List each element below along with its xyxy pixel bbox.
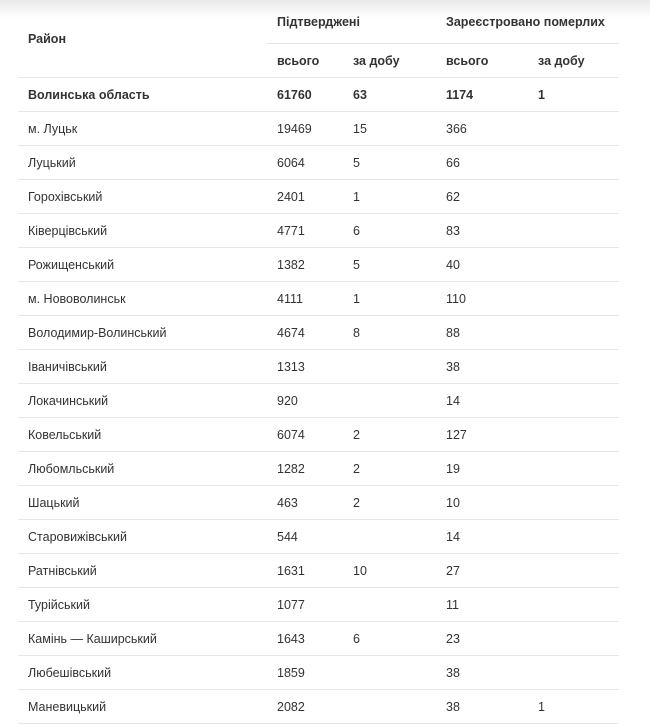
deaths-total-cell: 110 (436, 282, 528, 316)
deaths-day-cell (528, 214, 619, 248)
deaths-day-cell (528, 316, 619, 350)
confirmed-day-cell (343, 588, 436, 622)
deaths-day-cell: 1 (528, 690, 619, 724)
district-cell: Камінь — Каширський (18, 622, 267, 656)
table-row (18, 418, 619, 452)
deaths-total-cell: 66 (436, 146, 528, 180)
confirmed-day-cell (343, 384, 436, 418)
confirmed-day-cell: 8 (343, 316, 436, 350)
header-confirmed-total: всього (267, 44, 343, 78)
confirmed-day-cell: 63 (343, 78, 436, 112)
header-deaths: Зареєстровано померлих (436, 0, 619, 44)
table-row (18, 690, 619, 724)
confirmed-total-cell: 1282 (267, 452, 343, 486)
deaths-total-cell: 27 (436, 554, 528, 588)
deaths-day-cell (528, 554, 619, 588)
table-row (18, 486, 619, 520)
deaths-day-cell (528, 384, 619, 418)
header-confirmed-day: за добу (343, 44, 436, 78)
deaths-day-cell (528, 248, 619, 282)
confirmed-total-cell: 920 (267, 384, 343, 418)
table-row (18, 316, 619, 350)
confirmed-day-cell: 5 (343, 248, 436, 282)
district-cell: Шацький (18, 486, 267, 520)
deaths-day-cell (528, 180, 619, 214)
header-deaths-day: за добу (528, 44, 619, 78)
deaths-day-cell (528, 588, 619, 622)
confirmed-total-cell: 2401 (267, 180, 343, 214)
table-row (18, 554, 619, 588)
table-row (18, 112, 619, 146)
header-district: Район (18, 0, 267, 78)
table-row (18, 350, 619, 384)
district-cell: Волинська область (18, 78, 267, 112)
confirmed-day-cell: 2 (343, 486, 436, 520)
table-row (18, 520, 619, 554)
district-cell: Ківерцівський (18, 214, 267, 248)
table-row (18, 282, 619, 316)
deaths-total-cell: 38 (436, 656, 528, 690)
table-row (18, 588, 619, 622)
district-cell: м. Луцьк (18, 112, 267, 146)
deaths-total-cell: 11 (436, 588, 528, 622)
table-body (18, 78, 619, 724)
table-row (18, 248, 619, 282)
district-cell: Ратнівський (18, 554, 267, 588)
confirmed-total-cell: 1643 (267, 622, 343, 656)
confirmed-day-cell: 1 (343, 282, 436, 316)
confirmed-total-cell: 19469 (267, 112, 343, 146)
deaths-total-cell: 127 (436, 418, 528, 452)
deaths-total-cell: 38 (436, 350, 528, 384)
deaths-day-cell (528, 146, 619, 180)
confirmed-total-cell: 1859 (267, 656, 343, 690)
table-row (18, 656, 619, 690)
header-deaths-total: всього (436, 44, 528, 78)
deaths-day-cell (528, 520, 619, 554)
confirmed-total-cell: 6064 (267, 146, 343, 180)
deaths-total-cell: 1174 (436, 78, 528, 112)
covid-table-container (18, 0, 619, 724)
deaths-total-cell: 23 (436, 622, 528, 656)
confirmed-day-cell: 2 (343, 418, 436, 452)
confirmed-day-cell: 5 (343, 146, 436, 180)
deaths-total-cell: 19 (436, 452, 528, 486)
deaths-total-cell: 14 (436, 384, 528, 418)
confirmed-day-cell (343, 690, 436, 724)
district-cell: Маневицький (18, 690, 267, 724)
confirmed-day-cell (343, 656, 436, 690)
table-row (18, 214, 619, 248)
confirmed-day-cell (343, 350, 436, 384)
deaths-day-cell (528, 418, 619, 452)
confirmed-total-cell: 61760 (267, 78, 343, 112)
deaths-day-cell (528, 350, 619, 384)
district-cell: Турійський (18, 588, 267, 622)
district-cell: Локачинський (18, 384, 267, 418)
confirmed-day-cell: 6 (343, 214, 436, 248)
confirmed-day-cell: 2 (343, 452, 436, 486)
deaths-total-cell: 40 (436, 248, 528, 282)
deaths-total-cell: 366 (436, 112, 528, 146)
deaths-day-cell (528, 452, 619, 486)
district-cell: Іваничівський (18, 350, 267, 384)
confirmed-day-cell (343, 520, 436, 554)
confirmed-total-cell: 544 (267, 520, 343, 554)
covid-district-table (18, 0, 619, 724)
deaths-total-cell: 83 (436, 214, 528, 248)
table-row (18, 180, 619, 214)
deaths-total-cell: 88 (436, 316, 528, 350)
deaths-day-cell (528, 282, 619, 316)
confirmed-total-cell: 4111 (267, 282, 343, 316)
deaths-day-cell (528, 112, 619, 146)
district-cell: Горохівський (18, 180, 267, 214)
confirmed-total-cell: 6074 (267, 418, 343, 452)
deaths-total-cell: 38 (436, 690, 528, 724)
district-cell: Любешівський (18, 656, 267, 690)
table-row-total (18, 78, 619, 112)
deaths-total-cell: 14 (436, 520, 528, 554)
confirmed-total-cell: 4674 (267, 316, 343, 350)
confirmed-total-cell: 4771 (267, 214, 343, 248)
confirmed-day-cell: 6 (343, 622, 436, 656)
confirmed-total-cell: 1077 (267, 588, 343, 622)
district-cell: м. Нововолинськ (18, 282, 267, 316)
table-row (18, 146, 619, 180)
deaths-day-cell (528, 656, 619, 690)
district-cell: Ковельський (18, 418, 267, 452)
table-row (18, 622, 619, 656)
confirmed-day-cell: 10 (343, 554, 436, 588)
district-cell: Володимир-Волинський (18, 316, 267, 350)
confirmed-total-cell: 1313 (267, 350, 343, 384)
district-cell: Любомльський (18, 452, 267, 486)
confirmed-total-cell: 463 (267, 486, 343, 520)
table-row (18, 452, 619, 486)
district-cell: Рожищенський (18, 248, 267, 282)
header-confirmed: Підтверджені (267, 0, 436, 44)
deaths-total-cell: 10 (436, 486, 528, 520)
deaths-day-cell: 1 (528, 78, 619, 112)
district-cell: Старовижівський (18, 520, 267, 554)
district-cell: Луцький (18, 146, 267, 180)
deaths-day-cell (528, 486, 619, 520)
confirmed-day-cell: 1 (343, 180, 436, 214)
confirmed-total-cell: 1631 (267, 554, 343, 588)
confirmed-day-cell: 15 (343, 112, 436, 146)
table-row (18, 384, 619, 418)
deaths-total-cell: 62 (436, 180, 528, 214)
confirmed-total-cell: 1382 (267, 248, 343, 282)
deaths-day-cell (528, 622, 619, 656)
header-row-groups (18, 0, 619, 44)
confirmed-total-cell: 2082 (267, 690, 343, 724)
